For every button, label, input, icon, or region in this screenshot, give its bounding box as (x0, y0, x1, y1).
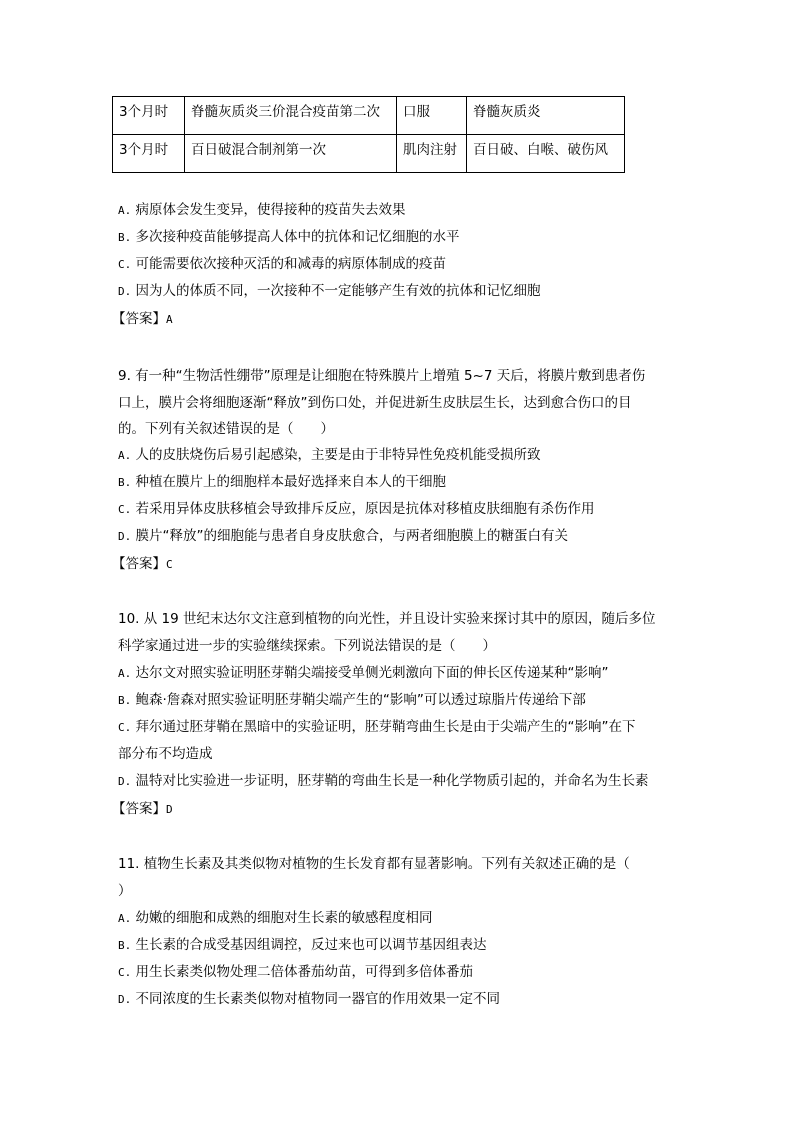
vaccination-schedule-table (112, 96, 625, 173)
table-row (113, 135, 625, 173)
q8-option-c: C. 可能需要依次接种灭活的和减毒的病原体制成的疫苗 (118, 256, 447, 272)
q11-option-b: B. 生长素的合成受基因组调控，反过来也可以调节基因组表达 (118, 937, 487, 953)
q9-stem-line-3: 的。下列有关叙述错误的是（ ） (118, 421, 334, 437)
vaccine-cell: 脊髓灰质炎三价混合疫苗第二次 (185, 97, 397, 135)
q10-stem-line-1: 10. 从 19 世纪末达尔文注意到植物的向光性，并且设计实验来探讨其中的原因，随后多位 (118, 611, 656, 627)
disease-cell: 脊髓灰质炎 (467, 97, 625, 135)
q11-option-c: C. 用生长素类似物处理二倍体番茄幼苗，可得到多倍体番茄 (118, 964, 474, 980)
table-row (113, 97, 625, 135)
q8-option-a: A. 病原体会发生变异，使得接种的疫苗失去效果 (118, 202, 406, 218)
q9-option-b: B. 种植在膜片上的细胞样本最好选择来自本人的干细胞 (118, 474, 447, 490)
q9-stem-line-2: 口上，膜片会将细胞逐渐“释放”到伤口处，并促进新生皮肤层生长，达到愈合伤口的目 (118, 395, 632, 411)
q11-stem-line-2: ） (118, 883, 132, 899)
q9-stem-line-1: 9. 有一种“生物活性绷带”原理是让细胞在特殊膜片上增殖 5~7 天后，将膜片敷到患者伤 (118, 368, 646, 384)
vaccine-cell: 百日破混合制剂第一次 (185, 135, 397, 173)
method-cell: 肌肉注射 (397, 135, 467, 173)
q9-option-c: C. 若采用异体皮肤移植会导致排斥反应，原因是抗体对移植皮肤细胞有杀伤作用 (118, 501, 595, 517)
q11-stem-line-1: 11. 植物生长素及其类似物对植物的生长发育都有显著影响。下列有关叙述正确的是（ (118, 856, 630, 872)
q9-option-a: A. 人的皮肤烧伤后易引起感染，主要是由于非特异性免疫机能受损所致 (118, 447, 541, 463)
q10-option-c-cont: 部分布不均造成 (118, 746, 213, 762)
age-cell: 3个月时 (113, 97, 185, 135)
q8-option-d: D. 因为人的体质不同，一次接种不一定能够产生有效的抗体和记忆细胞 (118, 283, 541, 299)
q10-option-b: B. 鲍森·詹森对照实验证明胚芽鞘尖端产生的“影响”可以透过琼脂片传递给下部 (118, 692, 586, 708)
disease-cell: 百日破、白喉、破伤风 (467, 135, 625, 173)
q10-option-c: C. 拜尔通过胚芽鞘在黑暗中的实验证明，胚芽鞘弯曲生长是由于尖端产生的“影响”在下 (118, 719, 636, 735)
method-cell: 口服 (397, 97, 467, 135)
q11-option-d: D. 不同浓度的生长素类似物对植物同一器官的作用效果一定不同 (118, 991, 501, 1007)
q10-option-a: A. 达尔文对照实验证明胚芽鞘尖端接受单侧光刺激向下面的伸长区传递某种“影响” (118, 665, 609, 681)
q11-option-a: A. 幼嫩的细胞和成熟的细胞对生长素的敏感程度相同 (118, 910, 433, 926)
q9-option-d: D. 膜片“释放”的细胞能与患者自身皮肤愈合，与两者细胞膜上的糖蛋白有关 (118, 528, 569, 544)
q10-stem-line-2: 科学家通过进一步的实验继续探索。下列说法错误的是（ ） (118, 638, 496, 654)
q10-option-d: D. 温特对比实验进一步证明，胚芽鞘的弯曲生长是一种化学物质引起的，并命名为生长素 (118, 773, 649, 789)
q9-answer: 【答案】C (112, 556, 173, 572)
q8-answer: 【答案】A (112, 311, 173, 327)
q8-option-b: B. 多次接种疫苗能够提高人体中的抗体和记忆细胞的水平 (118, 229, 460, 245)
age-cell: 3个月时 (113, 135, 185, 173)
q10-answer: 【答案】D (112, 801, 173, 817)
